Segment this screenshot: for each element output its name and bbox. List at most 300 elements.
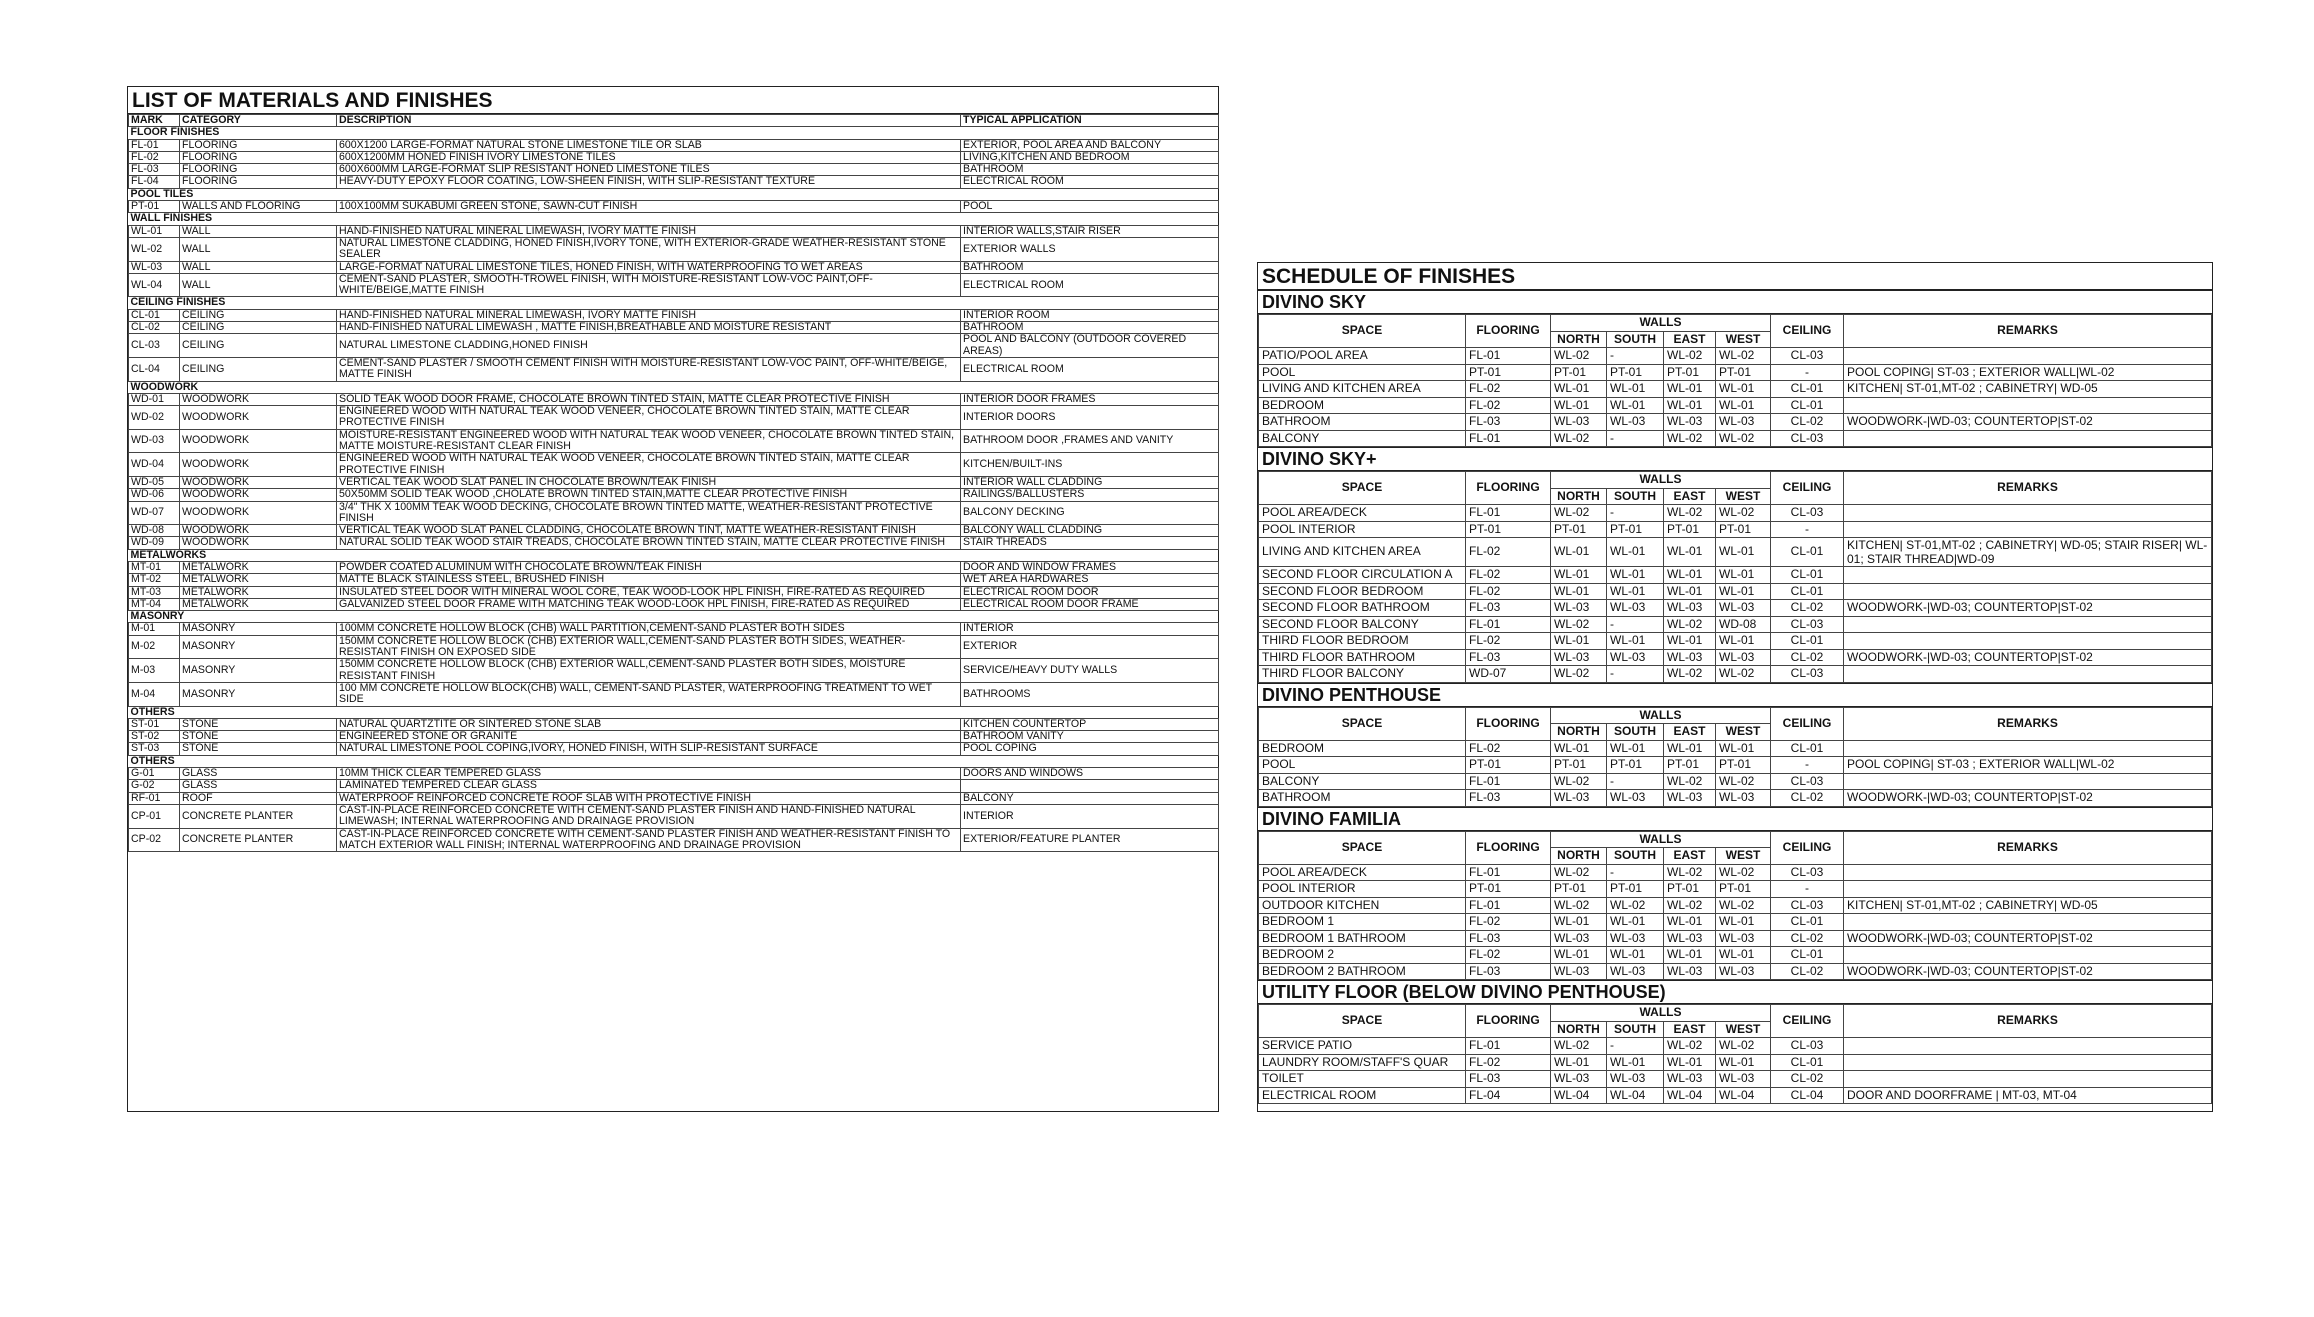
schedule-remarks xyxy=(1844,947,2212,964)
material-row xyxy=(129,501,1219,525)
material-row xyxy=(129,334,1219,358)
schedule-flooring: FL-02 xyxy=(1466,740,1551,757)
schedule-row xyxy=(1259,864,2212,881)
schedule-wall-west: WL-03 xyxy=(1716,790,1771,807)
header-application: TYPICAL APPLICATION xyxy=(961,115,1219,127)
material-mark: MT-01 xyxy=(129,561,180,573)
schedule-space: SECOND FLOOR BALCONY xyxy=(1259,616,1466,633)
material-description: VERTICAL TEAK WOOD SLAT PANEL IN CHOCOLATE BROWN/TEAK FINISH xyxy=(337,476,961,488)
header-ceiling: CEILING xyxy=(1771,1005,1844,1038)
schedule-remarks xyxy=(1844,616,2212,633)
schedule-wall-west: WL-02 xyxy=(1716,505,1771,522)
schedule-remarks xyxy=(1844,881,2212,898)
schedule-wall-west: PT-01 xyxy=(1716,521,1771,538)
schedule-wall-east: WL-01 xyxy=(1664,583,1716,600)
schedule-wall-east: WL-03 xyxy=(1664,649,1716,666)
header-remarks: REMARKS xyxy=(1844,472,2212,505)
header-east: EAST xyxy=(1664,724,1716,741)
schedule-flooring: FL-02 xyxy=(1466,583,1551,600)
header-description: DESCRIPTION xyxy=(337,115,961,127)
schedule-wall-north: PT-01 xyxy=(1551,521,1607,538)
header-space: SPACE xyxy=(1259,472,1466,505)
schedule-wall-west: WL-04 xyxy=(1716,1087,1771,1104)
section-heading: MASONRY xyxy=(129,611,1219,623)
material-application: KITCHEN/BUILT-INS xyxy=(961,453,1219,477)
schedule-wall-east: PT-01 xyxy=(1664,757,1716,774)
material-category: WALL xyxy=(180,273,337,297)
schedule-flooring: FL-01 xyxy=(1466,1038,1551,1055)
schedule-ceiling: CL-02 xyxy=(1771,649,1844,666)
schedule-header-row xyxy=(1259,831,2212,848)
schedule-ceiling: CL-01 xyxy=(1771,583,1844,600)
schedule-wall-south: - xyxy=(1607,1038,1664,1055)
schedule-space: POOL INTERIOR xyxy=(1259,881,1466,898)
schedule-ceiling: CL-03 xyxy=(1771,616,1844,633)
schedule-wall-west: WD-08 xyxy=(1716,616,1771,633)
material-mark: WL-03 xyxy=(129,261,180,273)
schedule-wall-west: WL-03 xyxy=(1716,600,1771,617)
material-row xyxy=(129,743,1219,755)
material-application: STAIR THREADS xyxy=(961,537,1219,549)
schedule-space: BEDROOM 1 BATHROOM xyxy=(1259,930,1466,947)
schedule-ceiling: CL-01 xyxy=(1771,740,1844,757)
material-mark: WD-02 xyxy=(129,406,180,430)
header-flooring: FLOORING xyxy=(1466,472,1551,505)
schedule-remarks xyxy=(1844,521,2212,538)
schedule-table xyxy=(1258,314,2212,447)
material-row xyxy=(129,273,1219,297)
schedule-wall-east: WL-02 xyxy=(1664,430,1716,447)
schedule-flooring: FL-01 xyxy=(1466,897,1551,914)
schedule-wall-west: PT-01 xyxy=(1716,881,1771,898)
schedule-ceiling: CL-03 xyxy=(1771,505,1844,522)
schedule-ceiling: - xyxy=(1771,881,1844,898)
schedule-wall-north: WL-01 xyxy=(1551,567,1607,584)
section-row xyxy=(129,127,1219,139)
material-description: HAND-FINISHED NATURAL MINERAL LIMEWASH, IVORY MATTE FINISH xyxy=(337,309,961,321)
schedule-remarks: WOODWORK-|WD-03; COUNTERTOP|ST-02 xyxy=(1844,414,2212,431)
materials-title: LIST OF MATERIALS AND FINISHES xyxy=(128,87,1218,114)
schedule-remarks xyxy=(1844,567,2212,584)
header-west: WEST xyxy=(1716,848,1771,865)
schedule-header-row xyxy=(1259,315,2212,332)
schedule-wall-north: WL-02 xyxy=(1551,1038,1607,1055)
material-description: ENGINEERED WOOD WITH NATURAL TEAK WOOD VENEER, CHOCOLATE BROWN TINTED STAIN, MATTE CLEAR PROTECTIVE FINISH xyxy=(337,406,961,430)
material-row xyxy=(129,768,1219,780)
material-description: LARGE-FORMAT NATURAL LIMESTONE TILES, HONED FINISH, WITH WATERPROOFING TO WET AREAS xyxy=(337,261,961,273)
header-flooring: FLOORING xyxy=(1466,315,1551,348)
schedule-wall-north: WL-03 xyxy=(1551,649,1607,666)
material-application: BATHROOM xyxy=(961,322,1219,334)
schedule-wall-east: WL-01 xyxy=(1664,633,1716,650)
schedule-flooring: FL-03 xyxy=(1466,600,1551,617)
schedule-row xyxy=(1259,930,2212,947)
material-description: POWDER COATED ALUMINUM WITH CHOCOLATE BROWN/TEAK FINISH xyxy=(337,561,961,573)
schedule-header-row xyxy=(1259,472,2212,489)
schedule-wall-west: WL-02 xyxy=(1716,666,1771,683)
material-row xyxy=(129,176,1219,188)
material-description: NATURAL LIMESTONE CLADDING, HONED FINISH,IVORY TONE, WITH EXTERIOR-GRADE WEATHER-RESISTANT STONE SEALER xyxy=(337,237,961,261)
header-east: EAST xyxy=(1664,848,1716,865)
material-application: BATHROOM VANITY xyxy=(961,731,1219,743)
schedule-wall-north: WL-03 xyxy=(1551,414,1607,431)
schedule-row xyxy=(1259,505,2212,522)
schedule-wall-east: WL-01 xyxy=(1664,947,1716,964)
material-description: VERTICAL TEAK WOOD SLAT PANEL CLADDING, CHOCOLATE BROWN TINT, MATTE WEATHER-RESISTANT FINISH xyxy=(337,525,961,537)
schedule-wall-south: PT-01 xyxy=(1607,521,1664,538)
material-application: INTERIOR xyxy=(961,623,1219,635)
materials-table-body xyxy=(129,115,1219,852)
schedule-wall-south: WL-03 xyxy=(1607,963,1664,980)
material-category: GLASS xyxy=(180,780,337,792)
material-category: WOODWORK xyxy=(180,537,337,549)
material-category: WOODWORK xyxy=(180,453,337,477)
header-ceiling: CEILING xyxy=(1771,472,1844,505)
material-row xyxy=(129,453,1219,477)
schedule-space: BATHROOM xyxy=(1259,790,1466,807)
schedule-row xyxy=(1259,740,2212,757)
material-mark: CL-02 xyxy=(129,322,180,334)
schedule-wall-south: WL-01 xyxy=(1607,1054,1664,1071)
schedule-row xyxy=(1259,633,2212,650)
material-mark: ST-03 xyxy=(129,743,180,755)
schedule-ceiling: CL-04 xyxy=(1771,1087,1844,1104)
schedule-remarks xyxy=(1844,1054,2212,1071)
schedule-space: BEDROOM 2 BATHROOM xyxy=(1259,963,1466,980)
schedule-wall-north: WL-02 xyxy=(1551,666,1607,683)
material-mark: MT-04 xyxy=(129,598,180,610)
schedule-wall-south: - xyxy=(1607,505,1664,522)
section-row xyxy=(129,755,1219,767)
schedule-row xyxy=(1259,881,2212,898)
header-walls: WALLS xyxy=(1551,831,1771,848)
schedule-flooring: FL-02 xyxy=(1466,914,1551,931)
schedule-remarks xyxy=(1844,773,2212,790)
schedule-space: POOL xyxy=(1259,757,1466,774)
schedule-space: POOL AREA/DECK xyxy=(1259,864,1466,881)
schedule-flooring: FL-02 xyxy=(1466,947,1551,964)
header-walls: WALLS xyxy=(1551,472,1771,489)
material-row xyxy=(129,574,1219,586)
material-row xyxy=(129,309,1219,321)
material-mark: CP-01 xyxy=(129,804,180,828)
header-mark: MARK xyxy=(129,115,180,127)
schedule-wall-east: WL-01 xyxy=(1664,567,1716,584)
schedule-flooring: FL-03 xyxy=(1466,414,1551,431)
material-application: EXTERIOR, POOL AREA AND BALCONY xyxy=(961,139,1219,151)
header-north: NORTH xyxy=(1551,331,1607,348)
schedule-remarks xyxy=(1844,633,2212,650)
material-application: RAILINGS/BALLUSTERS xyxy=(961,489,1219,501)
schedule-wall-west: PT-01 xyxy=(1716,364,1771,381)
material-row xyxy=(129,828,1219,852)
schedule-wall-south: PT-01 xyxy=(1607,881,1664,898)
material-category: WOODWORK xyxy=(180,489,337,501)
schedule-wall-north: WL-01 xyxy=(1551,914,1607,931)
schedule-wall-north: WL-01 xyxy=(1551,381,1607,398)
header-north: NORTH xyxy=(1551,1021,1607,1038)
schedule-wall-north: WL-02 xyxy=(1551,773,1607,790)
material-category: MASONRY xyxy=(180,682,337,706)
material-application: INTERIOR xyxy=(961,804,1219,828)
material-application: DOORS AND WINDOWS xyxy=(961,768,1219,780)
header-east: EAST xyxy=(1664,1021,1716,1038)
schedule-wall-south: WL-01 xyxy=(1607,583,1664,600)
material-category: WOODWORK xyxy=(180,476,337,488)
material-category: METALWORK xyxy=(180,598,337,610)
schedule-space: THIRD FLOOR BATHROOM xyxy=(1259,649,1466,666)
schedule-space: BEDROOM xyxy=(1259,740,1466,757)
schedule-wall-west: WL-02 xyxy=(1716,773,1771,790)
schedule-wall-west: WL-03 xyxy=(1716,963,1771,980)
schedule-wall-north: WL-01 xyxy=(1551,397,1607,414)
schedule-wall-south: WL-01 xyxy=(1607,538,1664,567)
material-row xyxy=(129,804,1219,828)
header-space: SPACE xyxy=(1259,315,1466,348)
schedule-wall-west: WL-03 xyxy=(1716,930,1771,947)
material-mark: G-02 xyxy=(129,780,180,792)
schedule-remarks xyxy=(1844,348,2212,365)
schedule-block-title: DIVINO PENTHOUSE xyxy=(1258,683,2212,707)
material-category: ROOF xyxy=(180,792,337,804)
material-category: WALL xyxy=(180,261,337,273)
material-row xyxy=(129,429,1219,453)
schedule-row xyxy=(1259,348,2212,365)
schedule-space: SECOND FLOOR BEDROOM xyxy=(1259,583,1466,600)
schedule-title: SCHEDULE OF FINISHES xyxy=(1258,263,2212,290)
material-category: WOODWORK xyxy=(180,393,337,405)
schedule-row xyxy=(1259,914,2212,931)
schedule-ceiling: CL-01 xyxy=(1771,397,1844,414)
material-application: INTERIOR WALL CLADDING xyxy=(961,476,1219,488)
schedule-wall-east: WL-02 xyxy=(1664,773,1716,790)
schedule-wall-south: WL-01 xyxy=(1607,567,1664,584)
schedule-ceiling: CL-02 xyxy=(1771,414,1844,431)
schedule-flooring: FL-03 xyxy=(1466,930,1551,947)
materials-list-panel xyxy=(127,86,1219,1112)
schedule-remarks: WOODWORK-|WD-03; COUNTERTOP|ST-02 xyxy=(1844,600,2212,617)
material-description: ENGINEERED WOOD WITH NATURAL TEAK WOOD VENEER, CHOCOLATE BROWN TINTED STAIN, MATTE CLEAR PROTECTIVE FINISH xyxy=(337,453,961,477)
material-row xyxy=(129,682,1219,706)
schedule-row xyxy=(1259,649,2212,666)
material-application xyxy=(961,780,1219,792)
schedule-wall-north: WL-01 xyxy=(1551,947,1607,964)
section-heading: WALL FINISHES xyxy=(129,213,1219,225)
schedule-wall-south: WL-03 xyxy=(1607,930,1664,947)
schedule-wall-east: WL-03 xyxy=(1664,790,1716,807)
schedule-ceiling: CL-01 xyxy=(1771,538,1844,567)
material-description: HEAVY-DUTY EPOXY FLOOR COATING, LOW-SHEEN FINISH, WITH SLIP-RESISTANT TEXTURE xyxy=(337,176,961,188)
material-application: ELECTRICAL ROOM xyxy=(961,273,1219,297)
schedule-row xyxy=(1259,414,2212,431)
schedule-space: LAUNDRY ROOM/STAFF'S QUAR xyxy=(1259,1054,1466,1071)
section-heading: CEILING FINISHES xyxy=(129,297,1219,309)
schedule-remarks: WOODWORK-|WD-03; COUNTERTOP|ST-02 xyxy=(1844,790,2212,807)
schedule-wall-west: WL-02 xyxy=(1716,348,1771,365)
material-application: INTERIOR WALLS,STAIR RISER xyxy=(961,225,1219,237)
schedule-flooring: FL-03 xyxy=(1466,1071,1551,1088)
material-mark: ST-01 xyxy=(129,718,180,730)
schedule-block-title: DIVINO FAMILIA xyxy=(1258,807,2212,831)
schedule-remarks xyxy=(1844,583,2212,600)
material-category: FLOORING xyxy=(180,176,337,188)
header-category: CATEGORY xyxy=(180,115,337,127)
material-description: 150MM CONCRETE HOLLOW BLOCK (CHB) EXTERIOR WALL,CEMENT-SAND PLASTER BOTH SIDES, WEATHER-RESISTANT FINISH ON EXPOSED SIDE xyxy=(337,635,961,659)
schedule-wall-east: WL-01 xyxy=(1664,538,1716,567)
schedule-wall-south: WL-01 xyxy=(1607,740,1664,757)
schedule-row xyxy=(1259,963,2212,980)
material-description: HAND-FINISHED NATURAL LIMEWASH , MATTE FINISH,BREATHABLE AND MOISTURE RESISTANT xyxy=(337,322,961,334)
schedule-ceiling: CL-01 xyxy=(1771,1054,1844,1071)
schedule-remarks: DOOR AND DOORFRAME | MT-03, MT-04 xyxy=(1844,1087,2212,1104)
schedule-flooring: FL-02 xyxy=(1466,381,1551,398)
section-heading: OTHERS xyxy=(129,706,1219,718)
schedule-wall-east: WL-01 xyxy=(1664,381,1716,398)
material-mark: WD-04 xyxy=(129,453,180,477)
schedule-flooring: FL-03 xyxy=(1466,790,1551,807)
schedule-flooring: FL-01 xyxy=(1466,773,1551,790)
schedule-wall-east: WL-02 xyxy=(1664,348,1716,365)
material-category: WALLS AND FLOORING xyxy=(180,201,337,213)
schedule-wall-south: WL-03 xyxy=(1607,649,1664,666)
material-mark: WD-06 xyxy=(129,489,180,501)
section-row xyxy=(129,549,1219,561)
schedule-ceiling: - xyxy=(1771,364,1844,381)
schedule-wall-south: WL-04 xyxy=(1607,1087,1664,1104)
material-category: METALWORK xyxy=(180,574,337,586)
schedule-header-row xyxy=(1259,1005,2212,1022)
schedule-row xyxy=(1259,381,2212,398)
schedule-ceiling: CL-03 xyxy=(1771,773,1844,790)
material-category: WOODWORK xyxy=(180,429,337,453)
material-description: MATTE BLACK STAINLESS STEEL, BRUSHED FINISH xyxy=(337,574,961,586)
material-application: BALCONY xyxy=(961,792,1219,804)
material-mark: CP-02 xyxy=(129,828,180,852)
material-row xyxy=(129,151,1219,163)
schedule-wall-south: - xyxy=(1607,864,1664,881)
header-north: NORTH xyxy=(1551,724,1607,741)
material-application: ELECTRICAL ROOM DOOR xyxy=(961,586,1219,598)
section-row xyxy=(129,188,1219,200)
schedule-flooring: PT-01 xyxy=(1466,881,1551,898)
schedule-ceiling: CL-01 xyxy=(1771,914,1844,931)
schedule-space: PATIO/POOL AREA xyxy=(1259,348,1466,365)
schedule-remarks xyxy=(1844,740,2212,757)
schedule-flooring: FL-02 xyxy=(1466,538,1551,567)
material-category: WOODWORK xyxy=(180,501,337,525)
material-mark: FL-01 xyxy=(129,139,180,151)
schedule-wall-south: WL-01 xyxy=(1607,947,1664,964)
material-mark: G-01 xyxy=(129,768,180,780)
schedule-wall-west: WL-03 xyxy=(1716,414,1771,431)
schedule-space: BEDROOM 2 xyxy=(1259,947,1466,964)
schedule-remarks xyxy=(1844,1038,2212,1055)
schedule-ceiling: CL-03 xyxy=(1771,864,1844,881)
material-row xyxy=(129,393,1219,405)
schedule-wall-south: WL-03 xyxy=(1607,600,1664,617)
schedule-wall-east: WL-02 xyxy=(1664,666,1716,683)
schedule-wall-south: WL-03 xyxy=(1607,414,1664,431)
material-mark: FL-04 xyxy=(129,176,180,188)
schedule-remarks: WOODWORK-|WD-03; COUNTERTOP|ST-02 xyxy=(1844,930,2212,947)
schedule-wall-east: WL-03 xyxy=(1664,414,1716,431)
schedule-remarks: POOL COPING| ST-03 ; EXTERIOR WALL|WL-02 xyxy=(1844,364,2212,381)
schedule-remarks: KITCHEN| ST-01,MT-02 ; CABINETRY| WD-05 xyxy=(1844,897,2212,914)
schedule-blocks xyxy=(1258,290,2212,1104)
schedule-wall-west: WL-01 xyxy=(1716,1054,1771,1071)
schedule-wall-east: WL-02 xyxy=(1664,864,1716,881)
schedule-space: SECOND FLOOR BATHROOM xyxy=(1259,600,1466,617)
schedule-space: ELECTRICAL ROOM xyxy=(1259,1087,1466,1104)
schedule-wall-south: WL-01 xyxy=(1607,397,1664,414)
material-application: KITCHEN COUNTERTOP xyxy=(961,718,1219,730)
material-description: 3/4" THK X 100MM TEAK WOOD DECKING, CHOCOLATE BROWN TINTED MATTE, WEATHER-RESISTANT PROTECTIVE FINISH xyxy=(337,501,961,525)
schedule-ceiling: CL-01 xyxy=(1771,381,1844,398)
schedule-flooring: FL-02 xyxy=(1466,397,1551,414)
material-row xyxy=(129,731,1219,743)
schedule-ceiling: CL-02 xyxy=(1771,790,1844,807)
material-mark: M-02 xyxy=(129,635,180,659)
material-description: WATERPROOF REINFORCED CONCRETE ROOF SLAB WITH PROTECTIVE FINISH xyxy=(337,792,961,804)
material-application: INTERIOR ROOM xyxy=(961,309,1219,321)
schedule-wall-west: WL-02 xyxy=(1716,864,1771,881)
material-description: CEMENT-SAND PLASTER / SMOOTH CEMENT FINISH WITH MOISTURE-RESISTANT LOW-VOC PAINT, OFF-WHITE/BEIGE, MATTE FINISH xyxy=(337,357,961,381)
material-row xyxy=(129,598,1219,610)
material-application: INTERIOR DOOR FRAMES xyxy=(961,393,1219,405)
material-row xyxy=(129,659,1219,683)
schedule-space: OUTDOOR KITCHEN xyxy=(1259,897,1466,914)
schedule-wall-north: WL-03 xyxy=(1551,930,1607,947)
schedule-remarks xyxy=(1844,505,2212,522)
material-row xyxy=(129,357,1219,381)
schedule-remarks: WOODWORK-|WD-03; COUNTERTOP|ST-02 xyxy=(1844,649,2212,666)
schedule-remarks xyxy=(1844,666,2212,683)
header-ceiling: CEILING xyxy=(1771,315,1844,348)
material-mark: CL-01 xyxy=(129,309,180,321)
schedule-row xyxy=(1259,773,2212,790)
header-east: EAST xyxy=(1664,488,1716,505)
header-north: NORTH xyxy=(1551,488,1607,505)
material-description: NATURAL LIMESTONE POOL COPING,IVORY, HONED FINISH, WITH SLIP-RESISTANT SURFACE xyxy=(337,743,961,755)
schedule-row xyxy=(1259,897,2212,914)
material-description: GALVANIZED STEEL DOOR FRAME WITH MATCHING TEAK WOOD-LOOK HPL FINISH, FIRE-RATED AS REQUIRED xyxy=(337,598,961,610)
schedule-wall-south: WL-01 xyxy=(1607,381,1664,398)
schedule-flooring: FL-01 xyxy=(1466,430,1551,447)
material-category: FLOORING xyxy=(180,151,337,163)
schedule-flooring: PT-01 xyxy=(1466,757,1551,774)
schedule-space: BEDROOM 1 xyxy=(1259,914,1466,931)
schedule-remarks xyxy=(1844,914,2212,931)
schedule-wall-north: WL-02 xyxy=(1551,505,1607,522)
material-description: 50X50MM SOLID TEAK WOOD ,CHOLATE BROWN TINTED STAIN,MATTE CLEAR PROTECTIVE FINISH xyxy=(337,489,961,501)
schedule-space: BALCONY xyxy=(1259,773,1466,790)
material-description: CEMENT-SAND PLASTER, SMOOTH-TROWEL FINISH, WITH MOISTURE-RESISTANT LOW-VOC PAINT,OFF-WHITE/BEIGE,MATTE FINISH xyxy=(337,273,961,297)
material-application: ELECTRICAL ROOM xyxy=(961,357,1219,381)
schedule-row xyxy=(1259,583,2212,600)
material-application: EXTERIOR WALLS xyxy=(961,237,1219,261)
schedule-wall-west: WL-01 xyxy=(1716,947,1771,964)
schedule-wall-south: - xyxy=(1607,430,1664,447)
header-west: WEST xyxy=(1716,1021,1771,1038)
schedule-space: POOL xyxy=(1259,364,1466,381)
schedule-ceiling: CL-03 xyxy=(1771,348,1844,365)
schedule-ceiling: CL-03 xyxy=(1771,897,1844,914)
material-row xyxy=(129,586,1219,598)
schedule-wall-west: WL-01 xyxy=(1716,381,1771,398)
header-south: SOUTH xyxy=(1607,488,1664,505)
schedule-block-title: DIVINO SKY xyxy=(1258,290,2212,314)
schedule-wall-south: WL-03 xyxy=(1607,1071,1664,1088)
